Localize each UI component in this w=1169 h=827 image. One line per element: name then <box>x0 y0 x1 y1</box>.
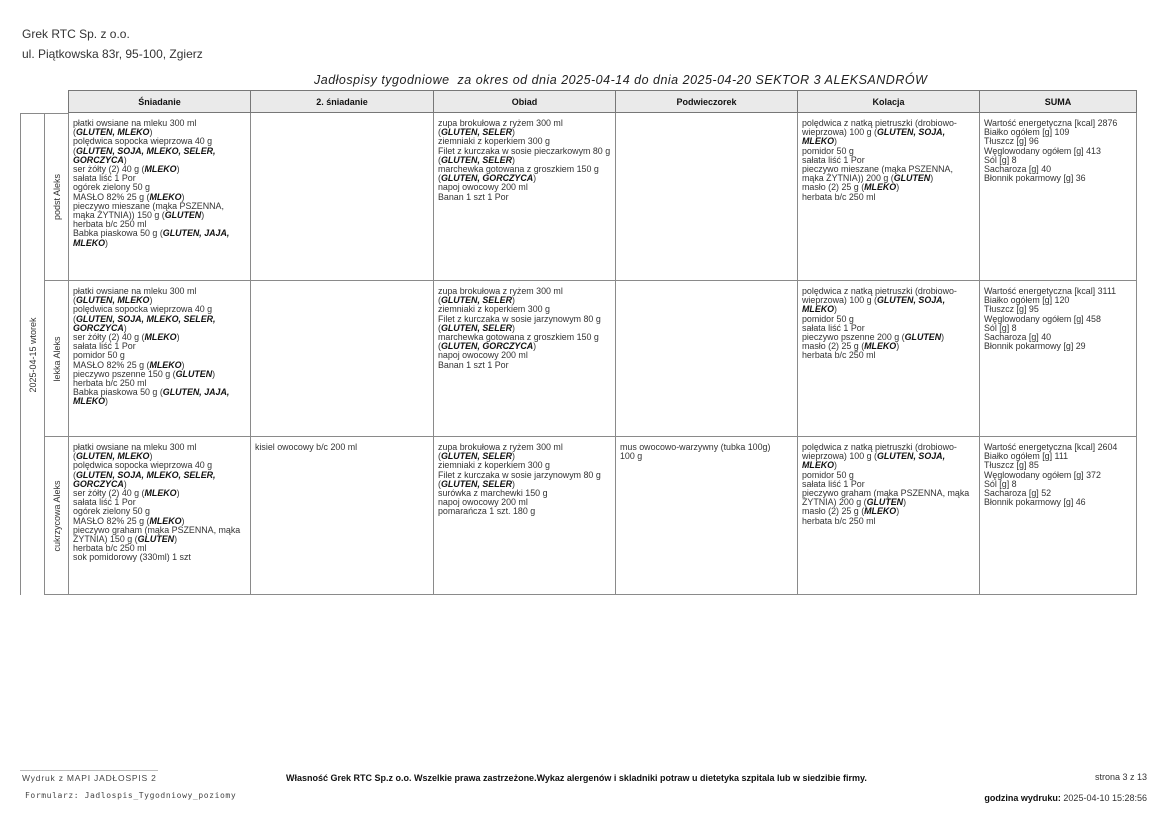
column-header-suma: SUMA <box>979 90 1137 113</box>
menu-item-text: ) <box>181 515 185 526</box>
menu-item <box>73 119 246 137</box>
allergen-list: GLUTEN, SOJA, MLEKO, SELER, GORCZYCA <box>73 313 216 333</box>
diet-name-cell <box>44 281 69 437</box>
allergen-list: GLUTEN, SELER <box>440 478 512 489</box>
menu-item-text: herbata b/c 250 ml <box>73 543 147 554</box>
menu-item-text: ) <box>181 191 185 202</box>
menu-item-text: ) <box>176 332 180 343</box>
menu-item-text: pieczywo mieszane (mąka PSZENNA, mąka ŻYTNIA)) 200 g ( <box>802 164 953 184</box>
meal-cell-drugie-sniadanie <box>250 113 434 281</box>
menu-item-text: ) <box>149 127 153 138</box>
footer-print-time-value: 2025-04-10 15:28:56 <box>1063 793 1147 803</box>
meal-cell-suma <box>979 437 1137 595</box>
menu-item <box>802 193 975 202</box>
menu-item-text: polędwica z natką pietruszki (drobiowo-wieprzowa) 100 g ( <box>802 442 957 462</box>
menu-item <box>438 147 611 165</box>
menu-item-text: surówka z marchewki 150 g <box>438 488 548 499</box>
meal-cell-sniadanie <box>68 437 251 595</box>
allergen-list: MLEKO <box>149 191 182 202</box>
menu-item-text: Filet z kurczaka w sosie pieczarkowym 80 g ( <box>438 145 611 165</box>
menu-item <box>438 507 611 516</box>
menu-item <box>73 526 246 544</box>
diet-name: lekka Aleks <box>51 335 62 382</box>
allergen-list: GLUTEN, MLEKO <box>75 451 150 462</box>
menu-item-text: ) <box>511 127 515 138</box>
diet-name: podst Aleks <box>51 173 62 221</box>
allergen-list: MLEKO <box>149 515 182 526</box>
column-header-podwieczorek: Podwieczorek <box>615 90 798 113</box>
menu-item-text: pomarańcza 1 szt. 180 g <box>438 506 536 517</box>
menu-item <box>438 287 611 305</box>
menu-item <box>73 202 246 220</box>
menu-item-text: MASŁO 82% 25 g ( <box>73 515 150 526</box>
allergen-list: GLUTEN, SOJA, MLEKO <box>802 127 946 147</box>
menu-item-text: pieczywo mieszane (mąka PSZENNA, mąka ŻYTNIA)) 150 g ( <box>73 200 224 221</box>
menu-item-text: Tłuszcz [g] 96 <box>984 136 1039 147</box>
menu-item-text: sałata liść 1 Por <box>73 341 136 352</box>
column-header-drugie-sniadanie: 2. śniadanie <box>250 90 434 113</box>
menu-item-text: masło (2) 25 g ( <box>802 506 865 517</box>
menu-item <box>802 443 975 471</box>
meal-cell-drugie-sniadanie <box>250 281 434 437</box>
footer-divider <box>20 770 158 771</box>
footer-ownership: Własność Grek RTC Sp.z o.o. Wszelkie prawa zastrzeżone.Wykaz alergenów i skladniki potraw u dietetyka szpitala lub w siedzibie firmy. <box>286 773 867 783</box>
footer-form: Formularz: Jadlospis_Tygodniowy_poziomy <box>25 791 237 800</box>
meal-cell-podwieczorek <box>615 281 798 437</box>
allergen-list: MLEKO <box>864 341 897 352</box>
meal-cell-sniadanie <box>68 113 251 281</box>
menu-item <box>802 119 975 147</box>
meal-cell-sniadanie <box>68 281 251 437</box>
menu-item-text: Wartość energetyczna [kcal] 3111 <box>984 286 1117 296</box>
menu-item <box>73 305 246 333</box>
menu-item-text: pieczywo graham (mąka PSZENNA, mąka ŻYTNIA) 150 g ( <box>73 524 241 545</box>
menu-item-text: marchewka gotowana z groszkiem 150 g ( <box>438 164 599 184</box>
nutrition-line <box>984 174 1132 183</box>
menu-item <box>73 553 246 562</box>
diet-name-cell <box>44 113 69 281</box>
footer-printout: Wydruk z MAPI JADŁOSPIS 2 <box>22 773 157 783</box>
menu-item-text: ) <box>181 359 185 370</box>
company-address: ul. Piątkowska 83r, 95-100, Zgierz <box>22 47 203 61</box>
menu-item-text: polędwica z natką pietruszki (drobiowo-wieprzowa) 100 g ( <box>802 286 957 306</box>
menu-item-text: MASŁO 82% 25 g ( <box>73 191 150 202</box>
menu-item-text: Babka piaskowa 50 g ( <box>73 228 163 239</box>
menu-item <box>73 461 246 489</box>
menu-item-text: Sacharoza [g] 40 <box>984 332 1052 343</box>
menu-item-text: Błonnik pokarmowy [g] 29 <box>984 341 1086 352</box>
menu-item-text: polędwica z natką pietruszki (drobiowo-wieprzowa) 100 g ( <box>802 118 957 138</box>
menu-item-text: polędwica sopocka wieprzowa 40 g ( <box>73 136 213 156</box>
date-cell <box>20 113 44 595</box>
menu-item-text: ziemniaki z koperkiem 300 g <box>438 136 550 147</box>
menu-item-text: Filet z kurczaka w sosie jarzynowym 80 g ( <box>438 469 601 489</box>
menu-item-text: ) <box>511 295 515 306</box>
menu-item-text: Błonnik pokarmowy [g] 36 <box>984 173 1086 184</box>
menu-item <box>802 517 975 526</box>
allergen-list: MLEKO <box>149 359 182 370</box>
menu-item-text: napoj owocowy 200 ml <box>438 350 528 361</box>
menu-item-text: Tłuszcz [g] 85 <box>984 460 1039 471</box>
menu-item-text: ) <box>511 154 515 165</box>
allergen-list: GLUTEN, MLEKO <box>75 295 150 306</box>
menu-item-text: Białko ogółem [g] 111 <box>984 451 1069 462</box>
menu-item-text: Tłuszcz [g] 95 <box>984 304 1039 315</box>
menu-item-text: ) <box>105 237 109 248</box>
menu-item-text: ) <box>896 182 900 193</box>
menu-item-text: Sól [g] 8 <box>984 154 1017 165</box>
allergen-list: GLUTEN <box>137 534 175 545</box>
allergen-list: GLUTEN, SOJA, MLEKO <box>802 295 946 315</box>
menu-item-text: płatki owsiane na mleku 300 ml ( <box>73 442 197 462</box>
menu-item-text: ) <box>896 341 900 352</box>
menu-item-text: Wartość energetyczna [kcal] 2876 <box>984 118 1118 128</box>
menu-item-text: zupa brokułowa z ryżem 300 ml ( <box>438 286 563 306</box>
menu-item-text: sałata liść 1 Por <box>802 154 865 165</box>
menu-item-text: ) <box>511 478 515 489</box>
menu-item-text: ser żółty (2) 40 g ( <box>73 332 145 343</box>
allergen-list: GLUTEN, GORCZYCA <box>440 341 534 352</box>
menu-item-text: napoj owocowy 200 ml <box>438 497 528 508</box>
date-label: 2025-04-15 wtorek <box>27 316 38 393</box>
menu-item-text: płatki owsiane na mleku 300 ml ( <box>73 118 197 138</box>
footer-page-number: strona 3 z 13 <box>1094 772 1147 782</box>
diet-name: cukrzycowa Aleks <box>51 479 62 552</box>
menu-item-text: ) <box>896 506 900 517</box>
menu-item-text: Banan 1 szt 1 Por <box>438 359 509 370</box>
menu-item-text: płatki owsiane na mleku 300 ml ( <box>73 286 197 306</box>
menu-item <box>438 165 611 183</box>
menu-item-text: sałata liść 1 Por <box>802 478 865 489</box>
menu-item-text: sok pomidorowy (330ml) 1 szt <box>73 552 191 563</box>
allergen-list: MLEKO <box>144 488 177 499</box>
menu-item-text: herbata b/c 250 ml <box>73 378 147 389</box>
menu-item-text: herbata b/c 250 ml <box>802 515 876 526</box>
menu-item-text: ) <box>834 304 838 315</box>
menu-item-text: Węglowodany ogółem [g] 413 <box>984 145 1101 156</box>
allergen-list: GLUTEN, SELER <box>440 322 512 333</box>
menu-item <box>802 287 975 315</box>
meal-cell-podwieczorek <box>615 437 798 595</box>
menu-item <box>73 443 246 461</box>
menu-item-text: pomidor 50 g <box>802 313 854 324</box>
menu-item <box>438 333 611 351</box>
menu-item-text: Białko ogółem [g] 109 <box>984 127 1070 138</box>
menu-item-text: herbata b/c 250 ml <box>802 191 876 202</box>
menu-item <box>438 471 611 489</box>
menu-item <box>255 443 429 452</box>
menu-item-text: herbata b/c 250 ml <box>73 219 147 230</box>
menu-item <box>802 489 975 507</box>
allergen-list: GLUTEN <box>866 497 904 508</box>
menu-item-text: ) <box>201 210 205 221</box>
company-name: Grek RTC Sp. z o.o. <box>22 27 130 41</box>
menu-item-text: ) <box>834 136 838 147</box>
column-header-obiad: Obiad <box>433 90 616 113</box>
menu-item-text: sałata liść 1 Por <box>802 322 865 333</box>
menu-item <box>73 229 246 247</box>
menu-item-text: Węglowodany ogółem [g] 372 <box>984 469 1101 480</box>
diet-name-cell <box>44 437 69 595</box>
allergen-list: GLUTEN, SOJA, MLEKO, SELER, GORCZYCA <box>73 145 216 165</box>
meal-cell-obiad <box>433 113 616 281</box>
menu-item-text: sałata liść 1 Por <box>73 497 136 508</box>
menu-item-text: masło (2) 25 g ( <box>802 341 865 352</box>
menu-item-text: ziemniaki z koperkiem 300 g <box>438 460 550 471</box>
allergen-list: GLUTEN, SOJA, MLEKO, SELER, GORCZYCA <box>73 469 216 489</box>
menu-item-text: herbata b/c 250 ml <box>802 350 876 361</box>
menu-item <box>438 193 611 202</box>
menu-item <box>620 443 793 461</box>
menu-item-text: Węglowodany ogółem [g] 458 <box>984 313 1101 324</box>
menu-item-text: masło (2) 25 g ( <box>802 182 865 193</box>
menu-item-text: pieczywo pszenne 200 g ( <box>802 332 905 343</box>
meal-cell-podwieczorek <box>615 113 798 281</box>
meal-cell-suma <box>979 281 1137 437</box>
menu-item-text: ) <box>123 322 127 333</box>
allergen-list: GLUTEN <box>164 210 202 221</box>
menu-item-text: ) <box>176 164 180 175</box>
allergen-list: GLUTEN, GORCZYCA <box>440 173 534 184</box>
meal-cell-kolacja <box>797 281 980 437</box>
menu-item <box>438 443 611 461</box>
menu-item-text: ) <box>174 534 178 545</box>
allergen-list: GLUTEN <box>175 368 213 379</box>
meal-cell-suma <box>979 113 1137 281</box>
meal-cell-obiad <box>433 437 616 595</box>
footer-print-time <box>984 793 1147 803</box>
allergen-list: MLEKO <box>864 182 897 193</box>
menu-item-text: ) <box>212 368 216 379</box>
menu-item-text: ogórek zielony 50 g <box>73 182 150 193</box>
menu-item-text: Białko ogółem [g] 120 <box>984 295 1070 306</box>
allergen-list: MLEKO <box>144 164 177 175</box>
allergen-list: GLUTEN, SELER <box>440 295 512 306</box>
menu-item-text: ser żółty (2) 40 g ( <box>73 488 145 499</box>
menu-item-text: MASŁO 82% 25 g ( <box>73 359 150 370</box>
menu-item-text: ) <box>105 396 109 407</box>
meal-cell-drugie-sniadanie <box>250 437 434 595</box>
menu-item-text: pieczywo pszenne 150 g ( <box>73 368 176 379</box>
menu-item <box>73 287 246 305</box>
menu-item <box>73 137 246 165</box>
menu-item-text: ) <box>941 332 945 343</box>
menu-item-text: pieczywo graham (mąka PSZENNA, mąka ŻYTNIA) 200 g ( <box>802 488 970 508</box>
menu-item-text: Sacharoza [g] 52 <box>984 488 1052 499</box>
menu-item-text: ogórek zielony 50 g <box>73 506 150 517</box>
menu-item-text: kisiel owocowy b/c 200 ml <box>255 442 358 452</box>
allergen-list: GLUTEN <box>893 173 931 184</box>
meal-cell-obiad <box>433 281 616 437</box>
menu-item-text: ) <box>123 154 127 165</box>
allergen-list: GLUTEN <box>904 332 942 343</box>
menu-item-text: pomidor 50 g <box>802 469 854 480</box>
company-block <box>22 24 203 64</box>
menu-item-text: mus owocowo-warzywny (tubka 100g) 100 g <box>620 442 771 462</box>
menu-item-text: polędwica sopocka wieprzowa 40 g ( <box>73 460 213 480</box>
menu-item-text: Babka piaskowa 50 g ( <box>73 387 163 398</box>
allergen-list: GLUTEN, JAJA, MLEKO <box>73 387 230 407</box>
allergen-list: GLUTEN, SOJA, MLEKO <box>802 451 946 471</box>
menu-item-text: napoj owocowy 200 ml <box>438 182 528 193</box>
menu-item <box>802 165 975 183</box>
allergen-list: GLUTEN, SELER <box>440 154 512 165</box>
allergen-list: MLEKO <box>864 506 897 517</box>
allergen-list: GLUTEN, SELER <box>440 127 512 138</box>
menu-item-text: ) <box>123 478 127 489</box>
menu-item-text: marchewka gotowana z groszkiem 150 g ( <box>438 332 599 352</box>
menu-item-text: ) <box>903 497 907 508</box>
menu-item-text: ) <box>930 173 934 184</box>
menu-item-text: ) <box>533 173 537 184</box>
menu-item <box>438 361 611 370</box>
menu-item-text: Sacharoza [g] 40 <box>984 164 1052 175</box>
allergen-list: MLEKO <box>144 332 177 343</box>
menu-item-text: ) <box>511 322 515 333</box>
menu-item-text: sałata liść 1 Por <box>73 173 136 184</box>
nutrition-line <box>984 342 1132 351</box>
menu-item-text: ) <box>149 451 153 462</box>
menu-item-text: pomidor 50 g <box>802 145 854 156</box>
meal-cell-kolacja <box>797 113 980 281</box>
menu-item-text: ) <box>176 488 180 499</box>
menu-item-text: ) <box>533 341 537 352</box>
menu-item-text: Sól [g] 8 <box>984 478 1017 489</box>
footer-print-time-label: godzina wydruku: <box>984 793 1061 803</box>
menu-item-text: ser żółty (2) 40 g ( <box>73 164 145 175</box>
menu-item <box>438 315 611 333</box>
page-title: Jadłospisy tygodniowe za okres od dnia 2025-04-14 do dnia 2025-04-20 SEKTOR 3 ALEKSANDRÓW <box>314 73 928 87</box>
allergen-list: GLUTEN, SELER <box>440 451 512 462</box>
allergen-list: GLUTEN, MLEKO <box>75 127 150 138</box>
menu-item-text: Sól [g] 8 <box>984 322 1017 333</box>
menu-item-text: ) <box>511 451 515 462</box>
menu-item-text: Filet z kurczaka w sosie jarzynowym 80 g ( <box>438 313 601 333</box>
allergen-list: GLUTEN, JAJA, MLEKO <box>73 228 230 248</box>
menu-item-text: ) <box>834 460 838 471</box>
menu-item-text: polędwica sopocka wieprzowa 40 g ( <box>73 304 213 324</box>
menu-item-text: Błonnik pokarmowy [g] 46 <box>984 497 1086 508</box>
meal-cell-kolacja <box>797 437 980 595</box>
nutrition-line <box>984 498 1132 507</box>
menu-item-text: Banan 1 szt 1 Por <box>438 191 509 202</box>
menu-item <box>73 388 246 406</box>
column-header-kolacja: Kolacja <box>797 90 980 113</box>
menu-item-text: Wartość energetyczna [kcal] 2604 <box>984 442 1118 452</box>
menu-item <box>438 119 611 137</box>
menu-item-text: zupa brokułowa z ryżem 300 ml ( <box>438 118 563 138</box>
menu-item-text: zupa brokułowa z ryżem 300 ml ( <box>438 442 563 462</box>
menu-item <box>802 351 975 360</box>
menu-item-text: ) <box>149 295 153 306</box>
menu-item-text: pomidor 50 g <box>73 350 125 361</box>
column-header-sniadanie: Śniadanie <box>68 90 251 113</box>
menu-item-text: ziemniaki z koperkiem 300 g <box>438 304 550 315</box>
